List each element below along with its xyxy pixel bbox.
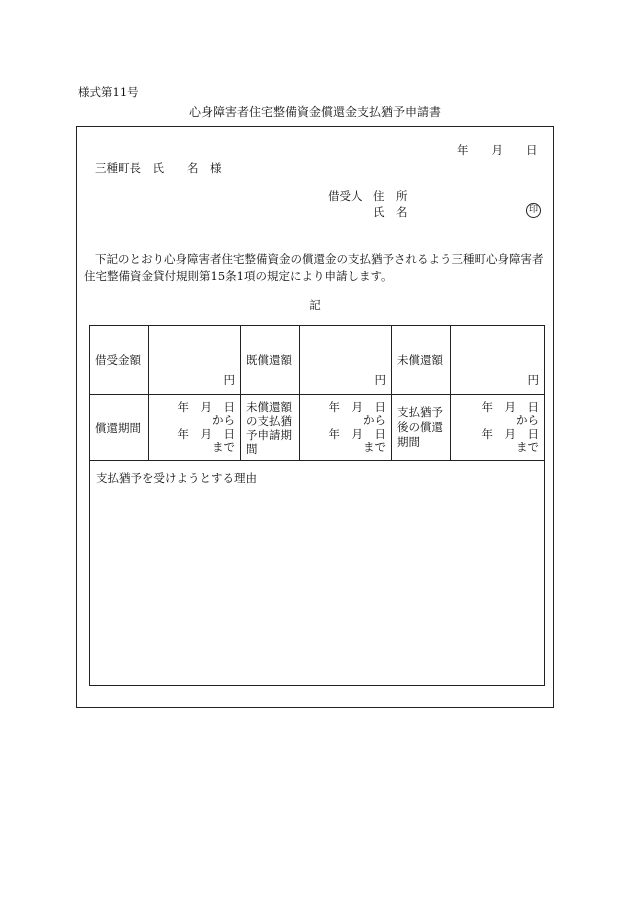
reason-row <box>90 461 545 686</box>
period-from-date: 年 月 日 <box>177 399 235 414</box>
deferral-label-line: 予申請期 <box>246 427 292 442</box>
period-to-label: まで <box>516 440 539 454</box>
period-to-date: 年 月 日 <box>328 426 386 441</box>
period-from-label: から <box>363 413 386 427</box>
post-deferral-period-field[interactable] <box>451 395 545 461</box>
post-deferral-label-line: 期間 <box>397 435 420 449</box>
date-year: 年 <box>457 143 469 157</box>
date-line <box>457 145 538 157</box>
seal-mark: 印 <box>526 203 541 218</box>
loan-amount-label: 借受金額 <box>90 326 149 395</box>
ki-heading: 記 <box>309 298 321 312</box>
period-row <box>90 395 545 461</box>
unpaid-amount-field[interactable] <box>451 326 545 395</box>
repayment-period-label: 償還期間 <box>90 395 149 461</box>
yen-unit: 円 <box>374 373 386 387</box>
deferral-period-label <box>241 395 300 461</box>
period-to-date: 年 月 日 <box>177 426 235 441</box>
form-number: 様式第11号 <box>78 85 139 99</box>
unpaid-amount-label: 未償還額 <box>392 326 451 395</box>
post-deferral-label-line: 後の償還 <box>397 420 443 434</box>
period-from-label: から <box>516 413 539 427</box>
name-label: 氏 名 <box>373 205 408 219</box>
address-label: 住 所 <box>373 189 408 203</box>
period-to-date: 年 月 日 <box>481 426 539 441</box>
yen-unit: 円 <box>527 373 539 387</box>
deferral-label-line: 未償還額 <box>246 399 292 414</box>
document-title: 心身障害者住宅整備資金償還金支払猶予申請書 <box>188 105 441 119</box>
date-day: 日 <box>526 143 538 157</box>
period-to-label: まで <box>363 440 386 454</box>
period-from-label: から <box>212 413 235 427</box>
date-month: 月 <box>491 143 503 157</box>
deferral-label-line: の支払猶 <box>246 413 292 428</box>
yen-unit: 円 <box>223 373 235 387</box>
post-deferral-label-line: 支払猶予 <box>397 405 443 419</box>
period-from-date: 年 月 日 <box>328 399 386 414</box>
repaid-amount-label: 既償還額 <box>241 326 300 395</box>
repaid-amount-field[interactable] <box>300 326 392 395</box>
reason-label: 支払猶予を受けようとする理由 <box>96 471 257 485</box>
deferral-period-field[interactable] <box>300 395 392 461</box>
addressee: 三種町長 氏 名 様 <box>95 161 222 175</box>
period-to-label: まで <box>212 440 235 454</box>
body-text: 下記のとおり心身障害者住宅整備資金の償還金の支払猶予されるよう三種町心身障害者住宅整備資金貸付規則第15条1項の規定により申請します。 <box>84 252 544 283</box>
repayment-period-field[interactable] <box>149 395 241 461</box>
deferral-label-line: 間 <box>246 441 258 456</box>
borrower-label: 借受人 <box>328 189 363 203</box>
loan-amount-field[interactable] <box>149 326 241 395</box>
application-table <box>89 325 545 686</box>
amount-row <box>90 326 545 395</box>
post-deferral-period-label <box>392 395 451 461</box>
reason-field[interactable] <box>90 461 545 686</box>
period-from-date: 年 月 日 <box>481 399 539 414</box>
